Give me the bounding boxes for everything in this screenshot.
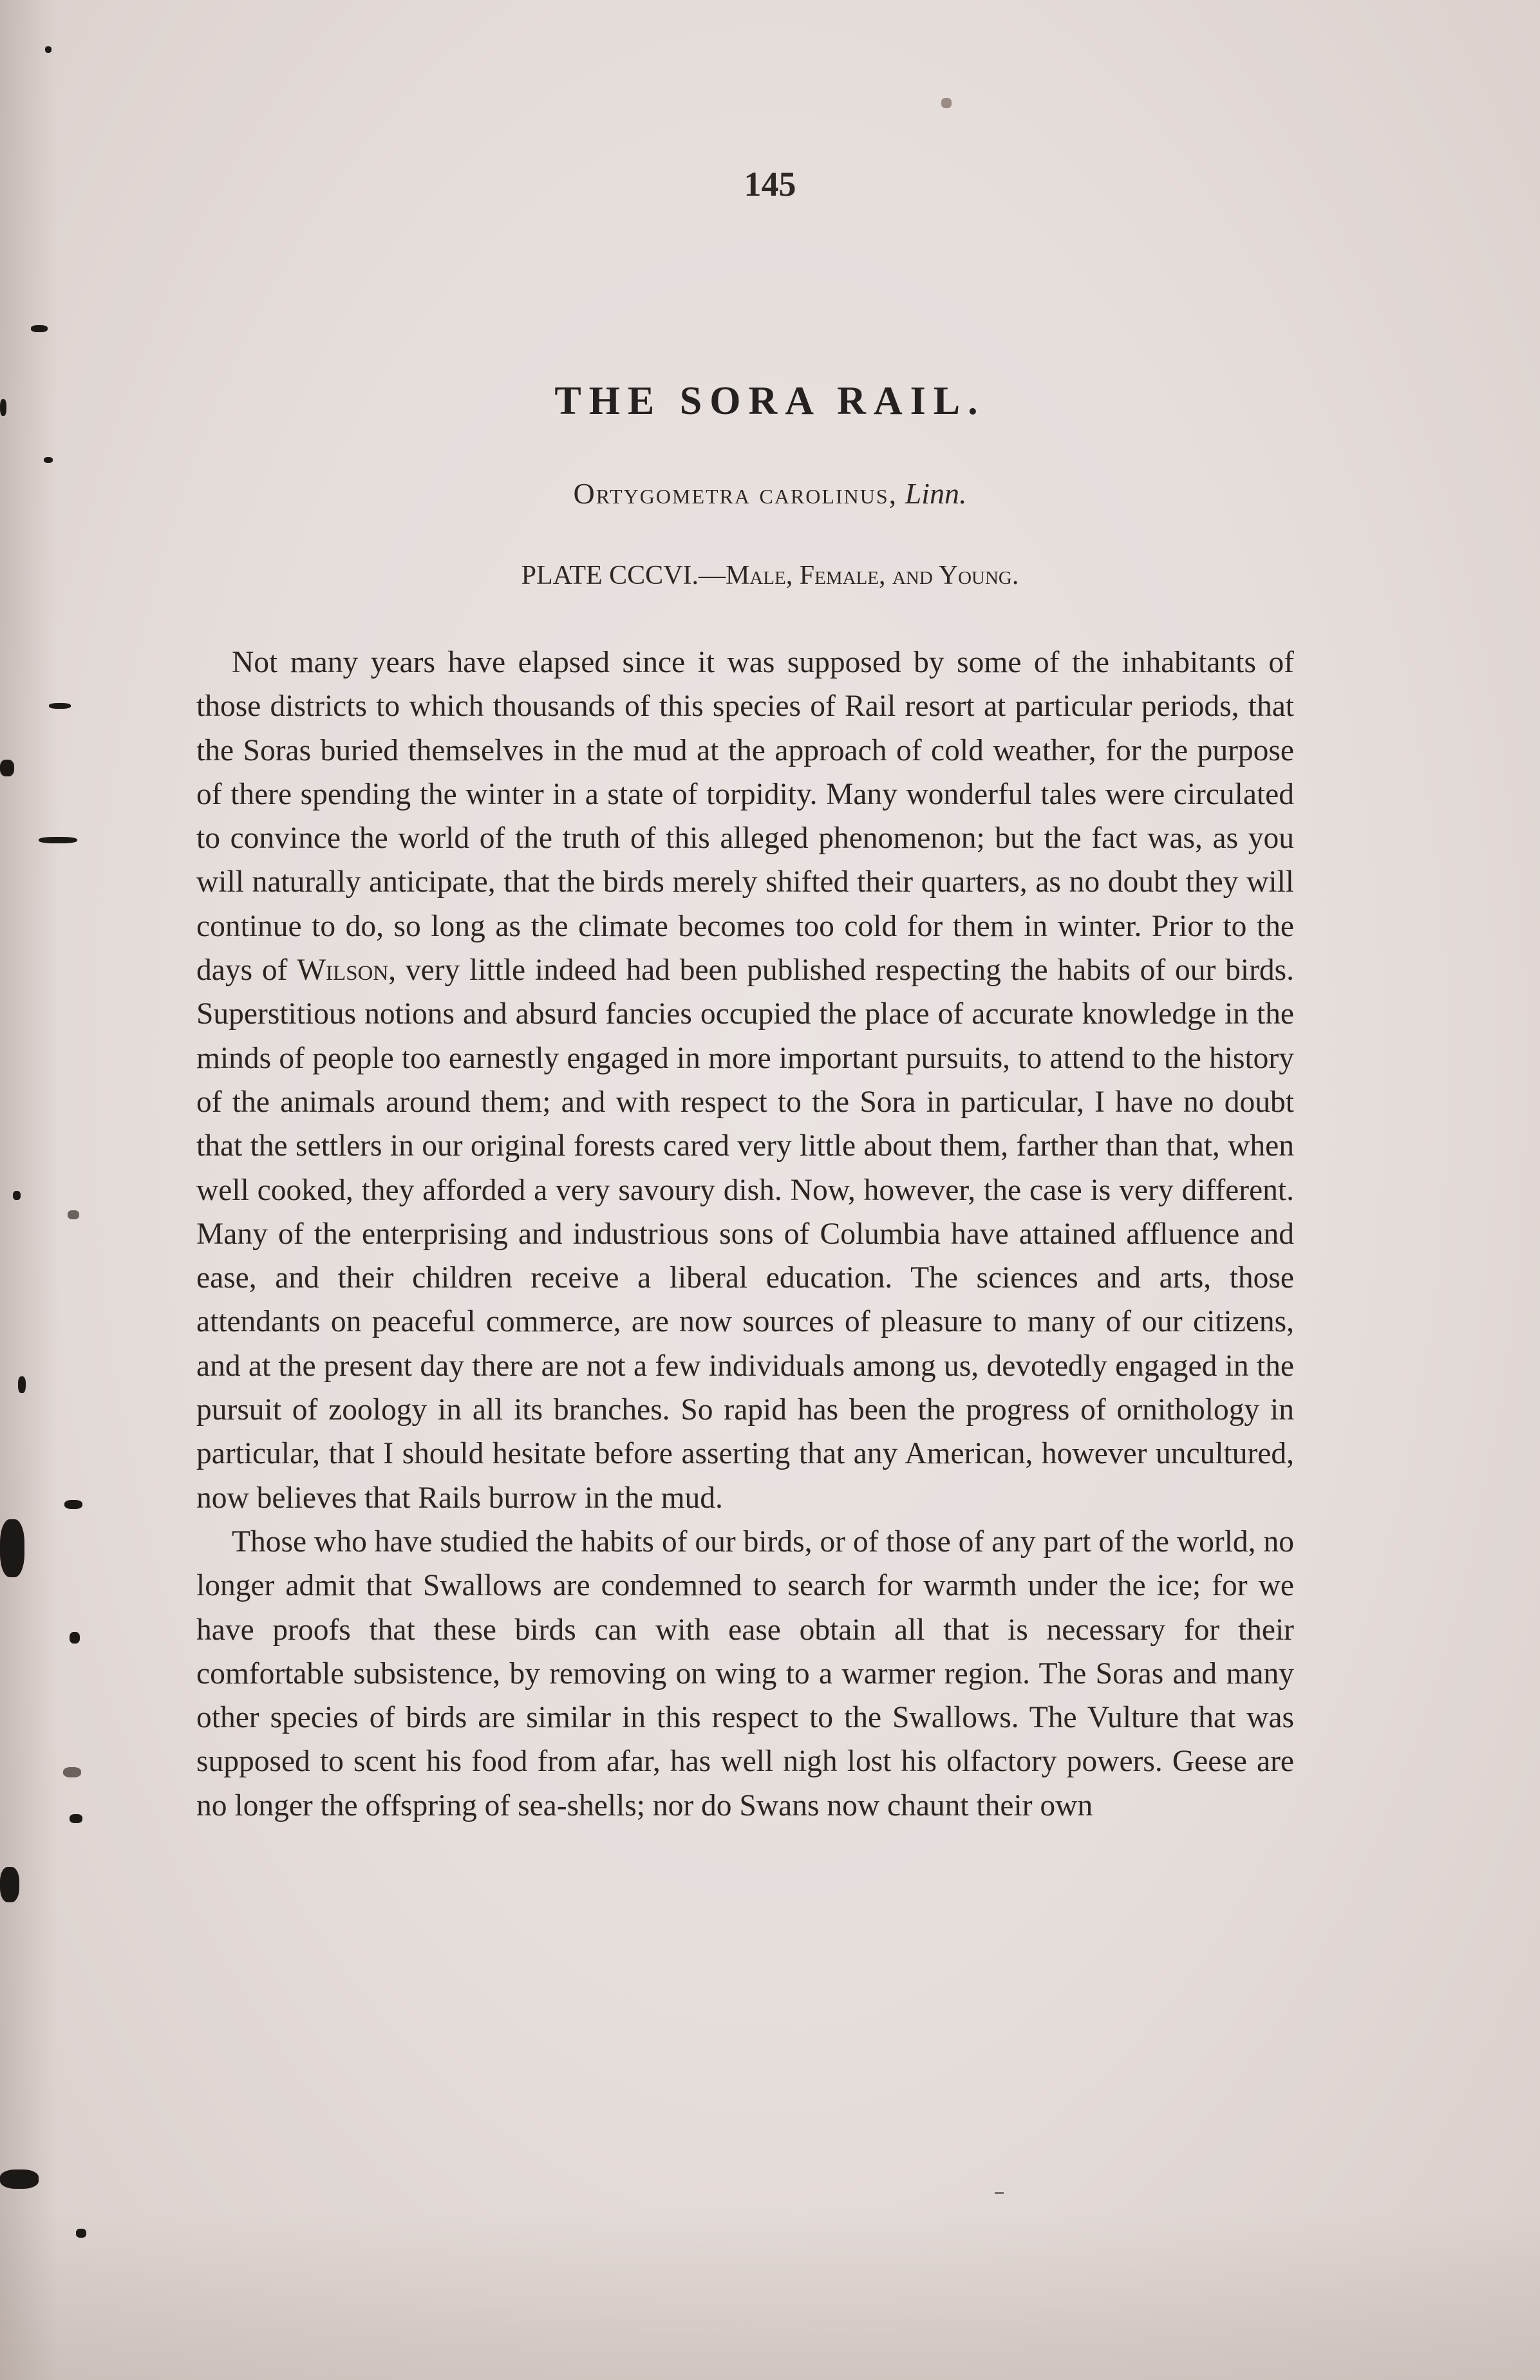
- binding-mark: [70, 1814, 82, 1823]
- body-text: [196, 641, 1294, 1828]
- binding-mark: [39, 837, 77, 843]
- plate-subjects: Male, Female, and Young.: [726, 561, 1019, 590]
- plate-caption: [0, 560, 1540, 591]
- binding-mark: [64, 1500, 82, 1509]
- binding-mark: [76, 2229, 86, 2238]
- binding-mark: [63, 1767, 81, 1777]
- binding-mark: [0, 1519, 24, 1577]
- binding-mark: [45, 46, 52, 53]
- chapter-title: THE SORA RAIL.: [554, 379, 986, 423]
- binding-mark: [0, 2169, 39, 2189]
- foxing-spot: [941, 98, 952, 108]
- stray-mark: [995, 2192, 1004, 2194]
- plate-number: PLATE CCCVI.—: [521, 561, 726, 590]
- scientific-name: Ortygometra carolinus,: [573, 477, 898, 510]
- page-number: 145: [744, 165, 796, 203]
- paragraph-1-text-a: Not many years have elapsed since it was supposed by some of the inhabitants of those districts to which thousands of this species of Rail resort at particular periods, that the Soras buried themselves in the mud at the approach of cold weather, for the purpose of there spending the winter in a state of torpidity. Many wonderful tales were circulated to convince the world of the truth of this alleged phenomenon; but the fact was, as you will naturally anticipate, that the birds merely shifted their quarters, as no doubt they will continue to do, so long as the climate becomes too cold for them in winter. Prior to the days of: [196, 646, 1294, 988]
- paragraph-1: [196, 641, 1294, 1520]
- binding-mark: [70, 1632, 80, 1644]
- binding-mark: [31, 325, 48, 332]
- paragraph-2: Those who have studied the habits of our birds, or of those of any part of the world, no longer admit that Swallows are condemned to search for warmth under the ice; for we have proofs that these birds can with ease obtain all that is necessary for their comfortable subsistence, by removing on wing to a warmer region. The Soras and many other species of birds are similar in this respect to the Swallows. The Vulture that was supposed to scent his food from afar, has well nigh lost his olfactory powers. Geese are no longer the offspring of sea-shells; nor do Swans now chaunt their own: [196, 1524, 1294, 1822]
- scientific-author: Linn.: [905, 477, 967, 510]
- binding-mark: [0, 760, 14, 776]
- scientific-name-line: [0, 476, 1540, 511]
- binding-mark: [44, 457, 53, 463]
- binding-mark: [18, 1376, 26, 1393]
- page-bottom-shade: [0, 2213, 1540, 2380]
- binding-mark: [0, 1867, 19, 1902]
- binding-mark: [13, 1191, 21, 1200]
- page-edge-shadow: [0, 0, 58, 2380]
- binding-mark: [68, 1210, 79, 1219]
- binding-mark: [49, 703, 71, 709]
- paragraph-1-text-b: , very little indeed had been published respecting the habits of our birds. Superstitious notions and absurd fancies occupied the place of accurate knowledge in the minds of people too earnestly engaged in more important pursuits, to attend to the history of the animals around them; and with respect to the Sora in particular, I have no doubt that the settlers in our original forests cared very little about them, farther than that, when well cooked, they afforded a very savoury dish. Now, however, the case is very different. Many of the enterprising and industrious sons of Columbia have attained affluence and ease, and their children receive a liberal education. The sciences and arts, those attendants on peaceful commerce, are now sources of pleasure to many of our citizens, and at the present day there are not a few individuals among us, devotedly engaged in the pursuit of zoology in all its branches. So rapid has been the progress of ornithology in particular, that I should hesitate before asserting that any American, however uncultured, now believes that Rails burrow in the mud.: [196, 953, 1294, 1515]
- author-name-wilson: Wilson: [297, 953, 389, 988]
